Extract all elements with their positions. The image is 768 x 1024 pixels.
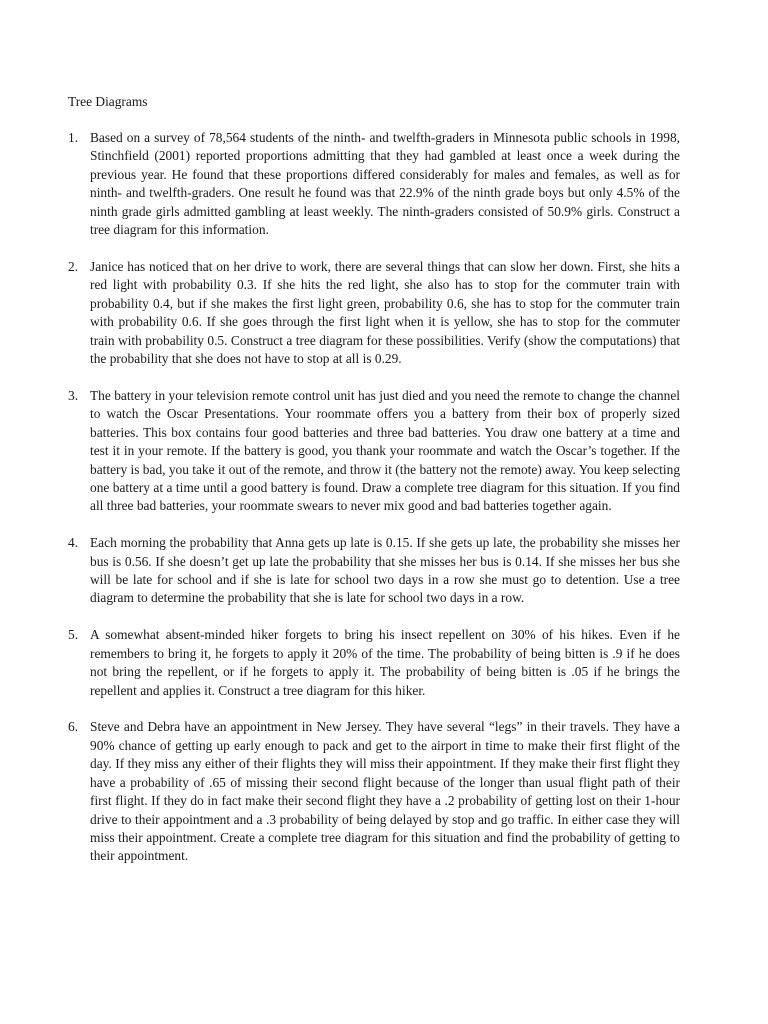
page-title: Tree Diagrams [68,94,148,109]
problem-number: 6. [68,719,79,735]
problem-text: A somewhat absent-minded hiker forgets to bring his insect repellent on 30% of his hikes. Even if he remembers to bring it, he forgets to apply it 20% of the time. The probability of being bitten is .9 if he does not bring the repellent, or if he forgets to apply it. The probability of being bitten is .05 if he brings the repellent and applies it. Construct a tree diagram for this hiker. [90,627,680,698]
problem-item-3 [68,387,680,516]
problem-text: Based on a survey of 78,564 students of the ninth- and twelfth-graders in Minnesota public schools in 1998, Stinchfield (2001) reported proportions admitting that they had gambled at least once a week during the previous year. He found that these proportions differed considerably for males and females, as well as for ninth- and twelfth-graders. One result he found was that 22.9% of the ninth grade boys but only 4.5% of the ninth grade girls admitted gambling at least weekly. The ninth-graders consisted of 50.9% girls. Construct a tree diagram for this information. [90,130,680,238]
problem-text: Steve and Debra have an appointment in New Jersey. They have several “legs” in their travels. They have a 90% chance of getting up early enough to pack and get to the airport in time to make their first flight of the day. If they miss any either of their flights they will miss their appointment. If they make their first flight they have a probability of .65 of missing their second flight because of the longer than usual flight path of their first flight. If they do in fact make their second flight they have a .2 probability of getting lost on their 1-hour drive to their appointment and a .3 probability of being delayed by stop and go traffic. In either case they will miss their appointment. Create a complete tree diagram for this situation and find the probability of getting to their appointment. [90,719,680,864]
problem-number: 1. [68,130,79,145]
problem-item-6 [68,718,680,865]
problem-item-5 [68,626,680,700]
problem-number: 3. [68,387,79,403]
problem-item-2 [68,258,680,368]
problem-text: Each morning the probability that Anna gets up late is 0.15. If she gets up late, the probability she misses her bus is 0.56. If she doesn’t get up late the probability that she misses her bus is 0.14. If she misses her bus she will be late for school and if she is late for school two days in a row she must go to detention. Use a tree diagram to determine the probability that she is late for school two days in a row. [90,535,680,606]
problem-number: 5. [68,627,79,643]
problem-text: Janice has noticed that on her drive to work, there are several things that can slow her down. First, she hits a red light with probability 0.3. If she hits the red light, she also has to stop for the commuter train with probability 0.4, but if she makes the first light green, probability 0.6, she has to stop for the commuter train with probability 0.6. If she goes through the first light when it is yellow, she has to stop for the commuter train with probability 0.5. Construct a tree diagram for these possibilities. Verify (show the computations) that the probability that she does not have to stop at all is 0.29. [90,258,680,366]
problem-item-4 [68,534,680,608]
problem-list [68,129,680,884]
problem-number: 4. [68,535,79,551]
problem-text: The battery in your television remote control unit has just died and you need the remote to change the channel to watch the Oscar Presentations. Your roommate offers you a battery from their box of properly sized batteries. This box contains four good batteries and three bad batteries. You draw one battery at a time and test it in your remote. If the battery is good, you thank your roommate and watch the Oscar’s together. If the battery is bad, you take it out of the remote, and throw it (the battery not the remote) away. You keep selecting one battery at a time until a good battery is found. Draw a complete tree diagram for this situation. If you find all three bad batteries, your roommate swears to never mix good and bad batteries together again. [90,387,681,514]
problem-number: 2. [68,258,79,274]
problem-item-1 [68,129,680,239]
